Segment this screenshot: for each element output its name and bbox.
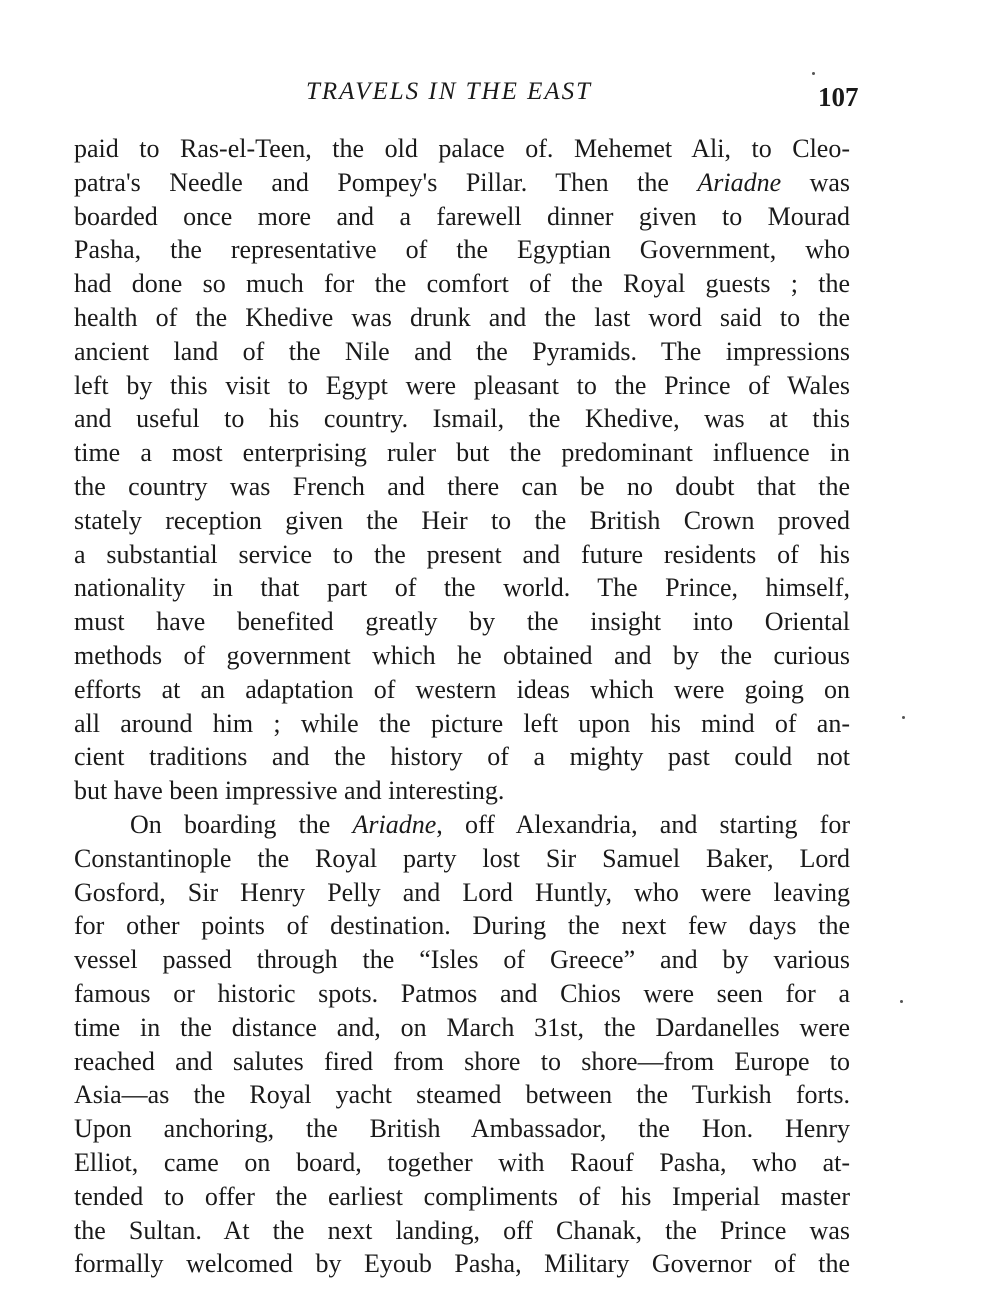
- text-line: must have benefited greatly by the insight into Oriental: [74, 607, 850, 637]
- text-line: Pasha, the representative of the Egyptian Government, who: [74, 235, 850, 265]
- text-line: for other points of destination. During the next few days the: [74, 911, 850, 941]
- text-line-segment: patra's Needle and Pompey's Pillar. Then the: [74, 167, 698, 197]
- text-line: the Sultan. At the next landing, off Chanak, the Prince was: [74, 1215, 850, 1245]
- text-line-segment: On boarding the: [130, 809, 353, 839]
- text-line: time a most enterprising ruler but the predominant influence in: [74, 438, 850, 468]
- text-line: time in the distance and, on March 31st, the Dardanelles were: [74, 1012, 850, 1042]
- text-line: left by this visit to Egypt were pleasant to the Prince of Wales: [74, 370, 850, 400]
- text-line: reached and salutes fired from shore to shore—from Europe to: [74, 1046, 850, 1076]
- print-speck: [900, 1000, 903, 1003]
- text-line: cient traditions and the history of a mighty past could not: [74, 742, 850, 772]
- text-line: efforts at an adaptation of western ideas which were going on: [74, 674, 850, 704]
- text-line: Elliot, came on board, together with Raouf Pasha, who at-: [74, 1147, 850, 1177]
- running-title: TRAVELS IN THE EAST: [306, 78, 593, 105]
- running-head: [0, 78, 1000, 114]
- text-line-segment: was: [781, 167, 851, 197]
- print-speck: [812, 72, 815, 75]
- text-line: health of the Khedive was drunk and the last word said to the: [74, 302, 850, 332]
- text-line: tended to offer the earliest compliments of his Imperial master: [74, 1181, 850, 1211]
- text-line: boarded once more and a farewell dinner given to Mourad: [74, 201, 850, 231]
- print-speck: [902, 716, 905, 719]
- text-line: the country was French and there can be no doubt that the: [74, 471, 850, 501]
- page-number: 107: [818, 82, 859, 112]
- text-line: famous or historic spots. Patmos and Chios were seen for a: [74, 978, 850, 1008]
- text-line: nationality in that part of the world. The Prince, himself,: [74, 573, 850, 603]
- text-line: formally welcomed by Eyoub Pasha, Military Governor of the: [74, 1249, 850, 1279]
- text-line: but have been impressive and interesting.: [74, 776, 505, 806]
- text-line: vessel passed through the “Isles of Greece” and by various: [74, 945, 850, 975]
- text-line: [74, 808, 850, 842]
- text-line: [74, 166, 850, 200]
- ship-name: Ariadne: [697, 167, 782, 197]
- text-line: and useful to his country. Ismail, the Khedive, was at this: [74, 404, 850, 434]
- text-line: Asia—as the Royal yacht steamed between the Turkish forts.: [74, 1080, 850, 1110]
- text-line: methods of government which he obtained and by the curious: [74, 640, 850, 670]
- ship-name: Ariadne: [352, 809, 437, 839]
- text-line: a substantial service to the present and future residents of his: [74, 539, 850, 569]
- text-line: stately reception given the Heir to the British Crown proved: [74, 505, 850, 535]
- text-line: ancient land of the Nile and the Pyramids. The impressions: [74, 336, 850, 366]
- text-line: all around him ; while the picture left upon his mind of an-: [74, 708, 850, 738]
- text-line: Gosford, Sir Henry Pelly and Lord Huntly, who were leaving: [74, 877, 850, 907]
- text-line: Upon anchoring, the British Ambassador, the Hon. Henry: [74, 1114, 850, 1144]
- text-line-segment: , off Alexandria, and starting for: [436, 809, 850, 839]
- text-line: had done so much for the comfort of the Royal guests ; the: [74, 269, 850, 299]
- body-text: [74, 132, 850, 1281]
- text-line: paid to Ras-el-Teen, the old palace of. Mehemet Ali, to Cleo-: [74, 134, 850, 163]
- text-line: Constantinople the Royal party lost Sir Samuel Baker, Lord: [74, 843, 850, 873]
